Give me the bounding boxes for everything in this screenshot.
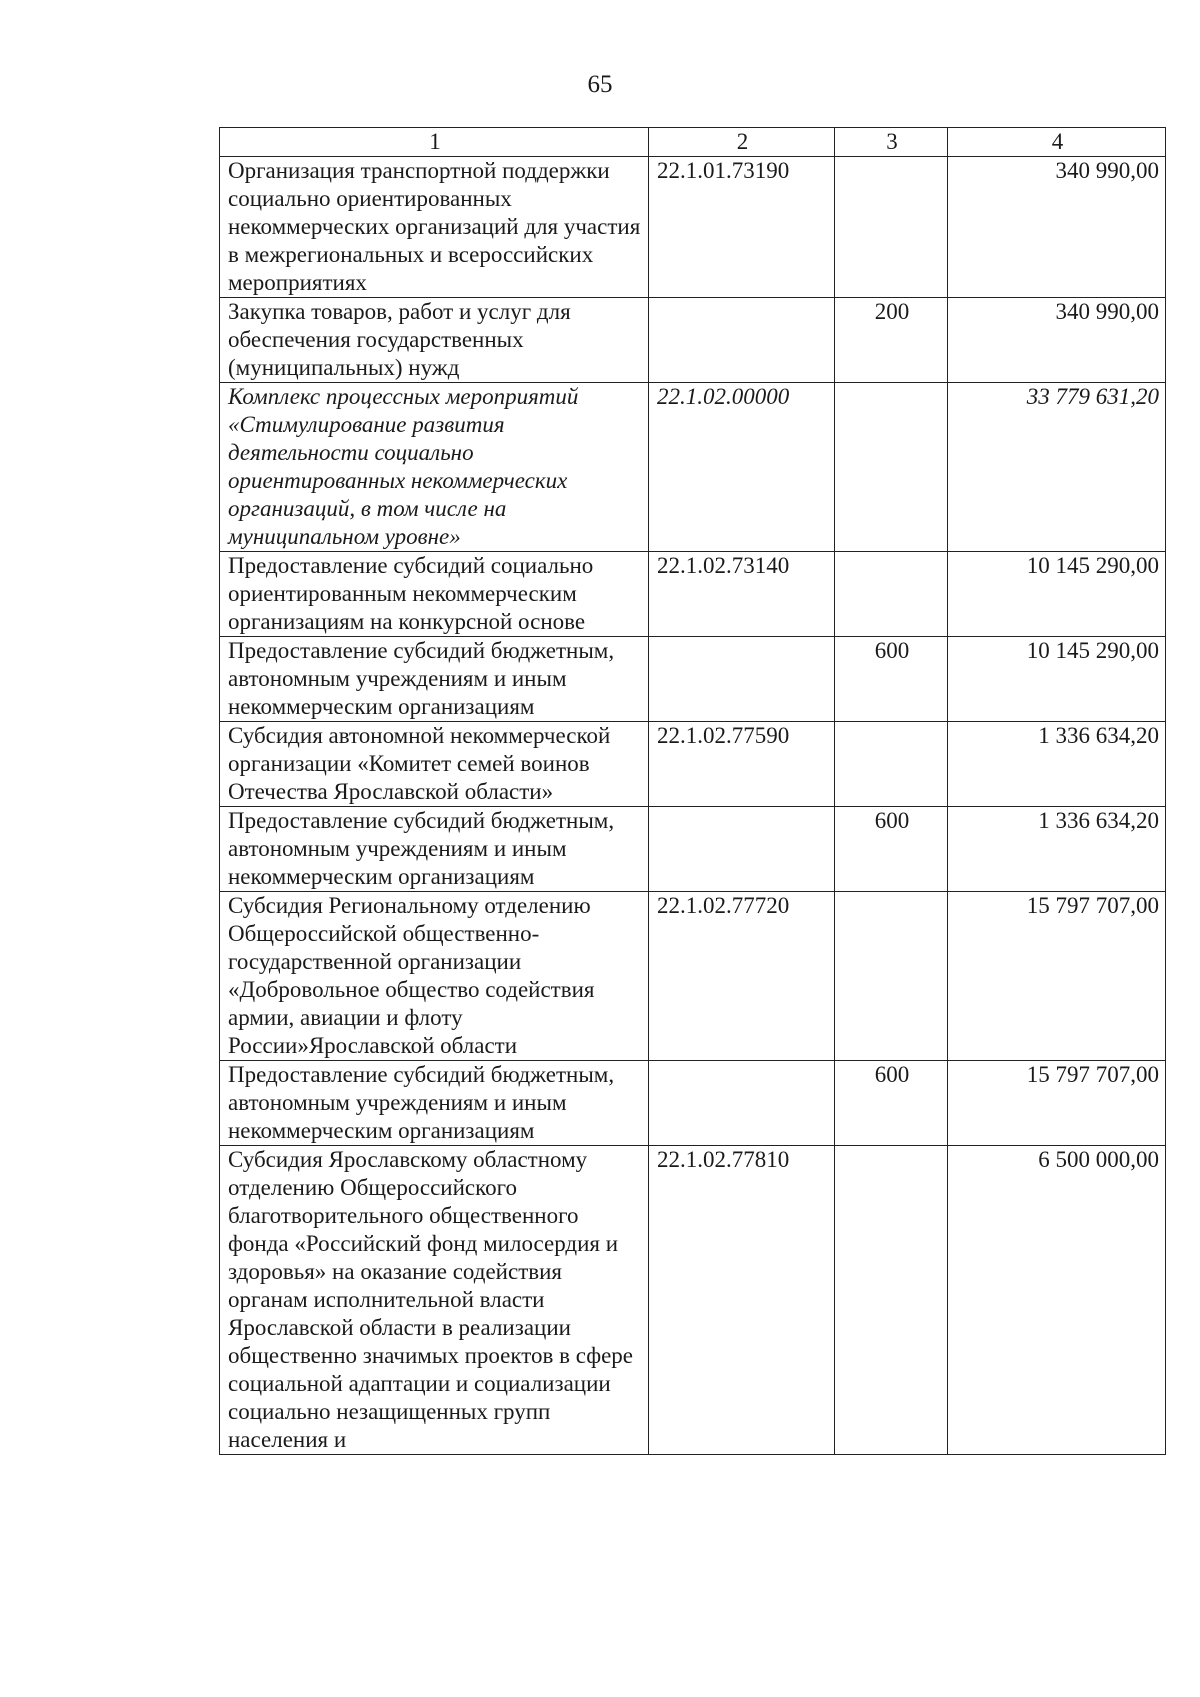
table-row [220, 637, 1166, 722]
row-amount: 340 990,00 [948, 298, 1166, 383]
row-name: Предоставление субсидий бюджетным, автономным учреждениям и иным некоммерческим организациям [220, 807, 649, 892]
row-name: Комплекс процессных мероприятий «Стимулирование развития деятельности социально ориентированных некоммерческих организаций, в том числе на муниципальном уровне» [220, 383, 649, 552]
row-name: Предоставление субсидий бюджетным, автономным учреждениям и иным некоммерческим организациям [220, 1061, 649, 1146]
row-expense-type: 600 [835, 637, 948, 722]
row-expense-type: 600 [835, 1061, 948, 1146]
column-header-3: 3 [835, 128, 948, 157]
row-code: 22.1.02.73140 [649, 552, 835, 637]
row-code: 22.1.02.00000 [649, 383, 835, 552]
table-row [220, 157, 1166, 298]
row-amount: 10 145 290,00 [948, 637, 1166, 722]
table-row [220, 383, 1166, 552]
row-code: 22.1.01.73190 [649, 157, 835, 298]
page-number: 65 [587, 71, 613, 98]
row-expense-type [835, 892, 948, 1061]
table-header-row [220, 128, 1166, 157]
table-row [220, 1061, 1166, 1146]
row-amount: 15 797 707,00 [948, 1061, 1166, 1146]
row-name: Субсидия Ярославскому областному отделению Общероссийского благотворительного общественного фонда «Российский фонд милосердия и здоровья» на оказание содействия органам исполнительной власти Ярославской области в реализации общественно значимых проектов в сфере социальной адаптации и социализации социально незащищенных групп населения и [220, 1146, 649, 1455]
row-amount: 10 145 290,00 [948, 552, 1166, 637]
row-expense-type [835, 383, 948, 552]
row-name: Субсидия Региональному отделению Общероссийской общественно-государственной организации «Добровольное общество содействия армии, авиации и флоту России»Ярославской области [220, 892, 649, 1061]
row-name: Организация транспортной поддержки социально ориентированных некоммерческих организаций для участия в межрегиональных и всероссийских мероприятиях [220, 157, 649, 298]
table-row [220, 722, 1166, 807]
row-amount: 1 336 634,20 [948, 722, 1166, 807]
column-header-1: 1 [220, 128, 649, 157]
row-name: Закупка товаров, работ и услуг для обеспечения государственных (муниципальных) нужд [220, 298, 649, 383]
column-header-2: 2 [649, 128, 835, 157]
table-row [220, 298, 1166, 383]
row-name: Субсидия автономной некоммерческой организации «Комитет семей воинов Отечества Ярославской области» [220, 722, 649, 807]
row-code: 22.1.02.77590 [649, 722, 835, 807]
row-name: Предоставление субсидий социально ориентированным некоммерческим организациям на конкурсной основе [220, 552, 649, 637]
row-code [649, 1061, 835, 1146]
row-expense-type [835, 157, 948, 298]
table-row [220, 807, 1166, 892]
row-expense-type [835, 722, 948, 807]
row-amount: 340 990,00 [948, 157, 1166, 298]
row-name: Предоставление субсидий бюджетным, автономным учреждениям и иным некоммерческим организациям [220, 637, 649, 722]
table-row [220, 892, 1166, 1061]
row-code [649, 807, 835, 892]
row-expense-type [835, 552, 948, 637]
table-row [220, 1146, 1166, 1455]
row-amount: 1 336 634,20 [948, 807, 1166, 892]
table-row [220, 552, 1166, 637]
row-expense-type [835, 1146, 948, 1455]
row-code [649, 298, 835, 383]
budget-table [219, 127, 1166, 1455]
row-amount: 6 500 000,00 [948, 1146, 1166, 1455]
column-header-4: 4 [948, 128, 1166, 157]
row-amount: 33 779 631,20 [948, 383, 1166, 552]
row-code [649, 637, 835, 722]
row-expense-type: 600 [835, 807, 948, 892]
row-code: 22.1.02.77720 [649, 892, 835, 1061]
row-amount: 15 797 707,00 [948, 892, 1166, 1061]
row-code: 22.1.02.77810 [649, 1146, 835, 1455]
row-expense-type: 200 [835, 298, 948, 383]
